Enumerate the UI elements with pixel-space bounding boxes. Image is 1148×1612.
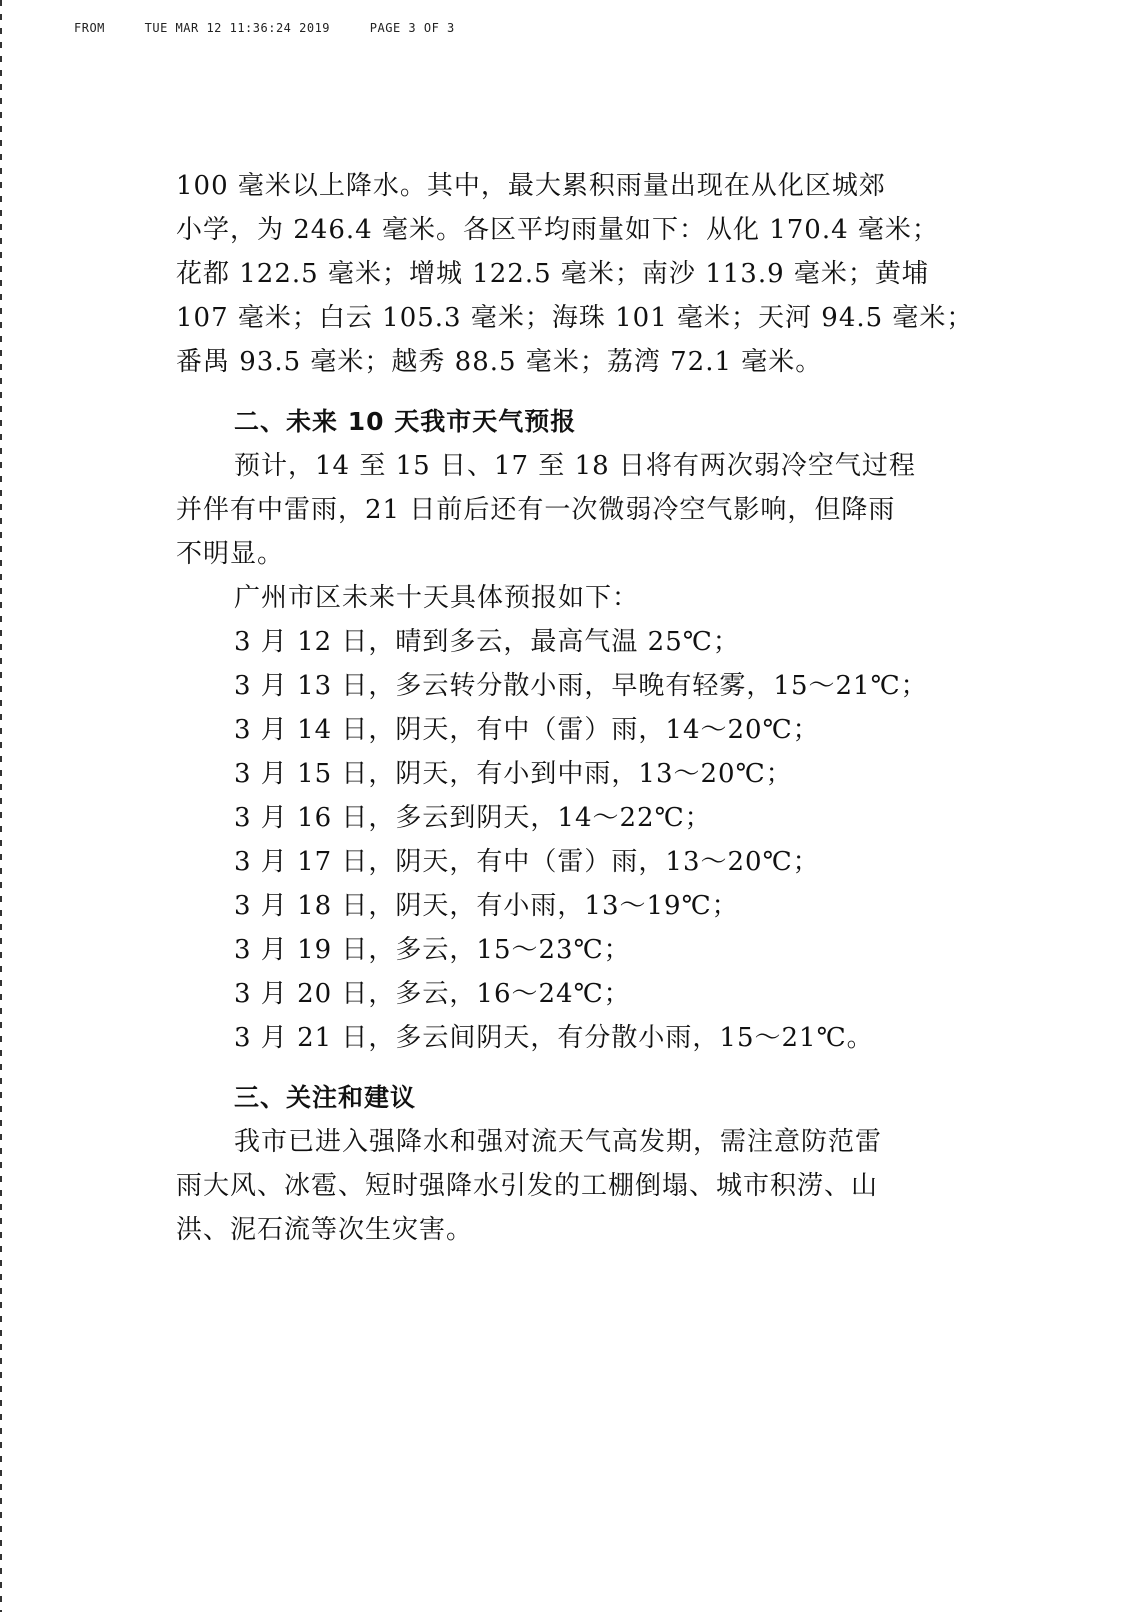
advice-line: 雨大风、冰雹、短时强降水引发的工棚倒塌、城市积涝、山 bbox=[176, 1171, 879, 1201]
section-heading-advice: 三、关注和建议 bbox=[234, 1083, 417, 1112]
forecast-day: 3 月 12 日，晴到多云，最高气温 25℃； bbox=[234, 627, 740, 657]
forecast-day: 3 月 14 日，阴天，有中（雷）雨，14～20℃； bbox=[234, 715, 820, 745]
forecast-intro-paragraph bbox=[176, 444, 946, 576]
document-body bbox=[176, 164, 974, 1252]
forecast-day: 3 月 18 日，阴天，有小雨，13～19℃； bbox=[234, 891, 739, 921]
forecast-intro-line: 预计，14 至 15 日、17 至 18 日将有两次弱冷空气过程 bbox=[234, 451, 916, 481]
scan-left-edge bbox=[0, 0, 2, 1612]
forecast-day: 3 月 19 日，多云，15～23℃； bbox=[234, 935, 631, 965]
rainfall-line: 番禺 93.5 毫米；越秀 88.5 毫米；荔湾 72.1 毫米。 bbox=[176, 347, 823, 377]
advice-line: 洪、泥石流等次生灾害。 bbox=[176, 1215, 474, 1245]
advice-paragraph bbox=[176, 1120, 946, 1252]
fax-from: FROM bbox=[74, 21, 105, 35]
fax-timestamp: TUE MAR 12 11:36:24 2019 bbox=[144, 21, 331, 35]
forecast-day: 3 月 16 日，多云到阴天，14～22℃； bbox=[234, 803, 712, 833]
rainfall-line: 花都 122.5 毫米；增城 122.5 毫米；南沙 113.9 毫米；黄埔 bbox=[176, 259, 929, 289]
forecast-day: 3 月 21 日，多云间阴天，有分散小雨，15～21℃。 bbox=[234, 1023, 874, 1053]
forecast-intro-line: 不明显。 bbox=[176, 539, 285, 569]
fax-page-number: PAGE 3 OF 3 bbox=[369, 21, 455, 35]
advice-line: 我市已进入强降水和强对流天气高发期，需注意防范雷 bbox=[234, 1127, 883, 1157]
forecast-day: 3 月 13 日，多云转分散小雨，早晚有轻雾，15～21℃； bbox=[234, 671, 928, 701]
rainfall-line: 小学，为 246.4 毫米。各区平均雨量如下：从化 170.4 毫米； bbox=[176, 215, 939, 245]
forecast-day: 3 月 17 日，阴天，有中（雷）雨，13～20℃； bbox=[234, 847, 820, 877]
rainfall-line: 100 毫米以上降水。其中，最大累积雨量出现在从化区城郊 bbox=[176, 171, 886, 201]
rainfall-line: 107 毫米；白云 105.3 毫米；海珠 101 毫米；天河 94.5 毫米； bbox=[176, 303, 974, 333]
section-heading-forecast: 二、未来 10 天我市天气预报 bbox=[234, 407, 577, 436]
forecast-day: 3 月 15 日，阴天，有小到中雨，13～20℃； bbox=[234, 759, 793, 789]
fax-header bbox=[74, 21, 487, 35]
forecast-list bbox=[176, 620, 946, 1060]
forecast-intro-line: 并伴有中雷雨，21 日前后还有一次微弱冷空气影响，但降雨 bbox=[176, 495, 896, 525]
rainfall-paragraph bbox=[176, 164, 974, 384]
forecast-day: 3 月 20 日，多云，16～24℃； bbox=[234, 979, 631, 1009]
forecast-list-intro: 广州市区未来十天具体预报如下： bbox=[234, 583, 640, 613]
